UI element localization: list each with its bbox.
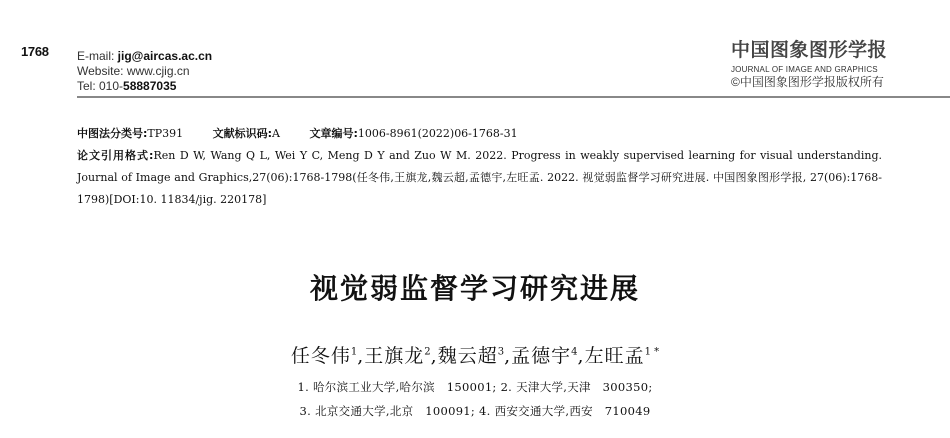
author-name: 任冬伟 (290, 345, 351, 367)
journal-name-cn: 中国图象图形学报 (730, 40, 887, 61)
author-separator: , (357, 345, 365, 367)
article-no-value: 1006-8961(2022)06-1768-31 (357, 127, 518, 140)
article-no-label: 文章编号: (309, 127, 358, 140)
author-list (0, 341, 950, 368)
affiliation-line: 1. 哈尔滨工业大学,哈尔滨 150001; 2. 天津大学,天津 300350; (297, 380, 653, 394)
contact-info (77, 49, 212, 94)
citation-label: 论文引用格式: (77, 149, 154, 162)
email-line (77, 49, 212, 64)
author-separator: , (504, 345, 512, 367)
website-label: Website: (77, 64, 127, 78)
citation-text: Ren D W, Wang Q L, Wei Y C, Meng D Y and Zuo W M. 2022. Progress in weakly supervised learning for visual understanding. Journal of Image and Graphics,27(06):1768-1798(任冬伟,王旗龙,魏云超,孟德宇,左旺孟. 2022. 视觉弱监督学习研究进展. 中国图象图形学报, 27(06):1768-1798)[DOI:10. 11834/jig. 220178] (77, 149, 882, 206)
author-affiliation-mark: 3 (497, 346, 505, 358)
author-separator: , (577, 345, 585, 367)
website-line (77, 64, 212, 79)
journal-name-en: JOURNAL OF IMAGE AND GRAPHICS (730, 65, 878, 74)
author-affiliation-mark: 1 * (644, 346, 660, 358)
classification-line (77, 123, 882, 145)
author-name: 左旺孟 (584, 345, 645, 367)
author-affiliation-mark: 1 (350, 346, 358, 358)
page-number: 1768 (21, 44, 49, 59)
email-label: E-mail: (77, 49, 118, 63)
clc-label: 中图法分类号: (77, 127, 148, 140)
doc-code-label: 文献标识码: (212, 127, 273, 140)
tel-number: 58887035 (123, 79, 177, 93)
author-name: 孟德宇 (511, 345, 572, 367)
author-name: 魏云超 (437, 345, 498, 367)
author-affiliation-mark: 4 (571, 346, 578, 358)
citation-block (77, 145, 882, 211)
tel-line (77, 79, 212, 94)
author-separator: , (430, 345, 438, 367)
author-name: 王旗龙 (364, 345, 425, 367)
header-divider (77, 96, 950, 98)
tel-label: Tel: 010- (77, 79, 124, 93)
clc-value: TP391 (147, 127, 184, 140)
journal-brand (731, 40, 887, 89)
affiliation-line: 3. 北京交通大学,北京 100091; 4. 西安交通大学,西安 710049 (299, 404, 651, 418)
article-meta (77, 123, 882, 211)
copyright-notice: ©中国图象图形学报版权所有 (730, 75, 884, 89)
email-link[interactable]: jig@aircas.ac.cn (117, 49, 213, 63)
paper-title: 视觉弱监督学习研究进展 (309, 272, 640, 305)
author-affiliation-mark: 2 (424, 346, 431, 358)
website-link[interactable]: www.cjig.cn (126, 64, 190, 78)
doc-code-value: A (272, 127, 280, 140)
